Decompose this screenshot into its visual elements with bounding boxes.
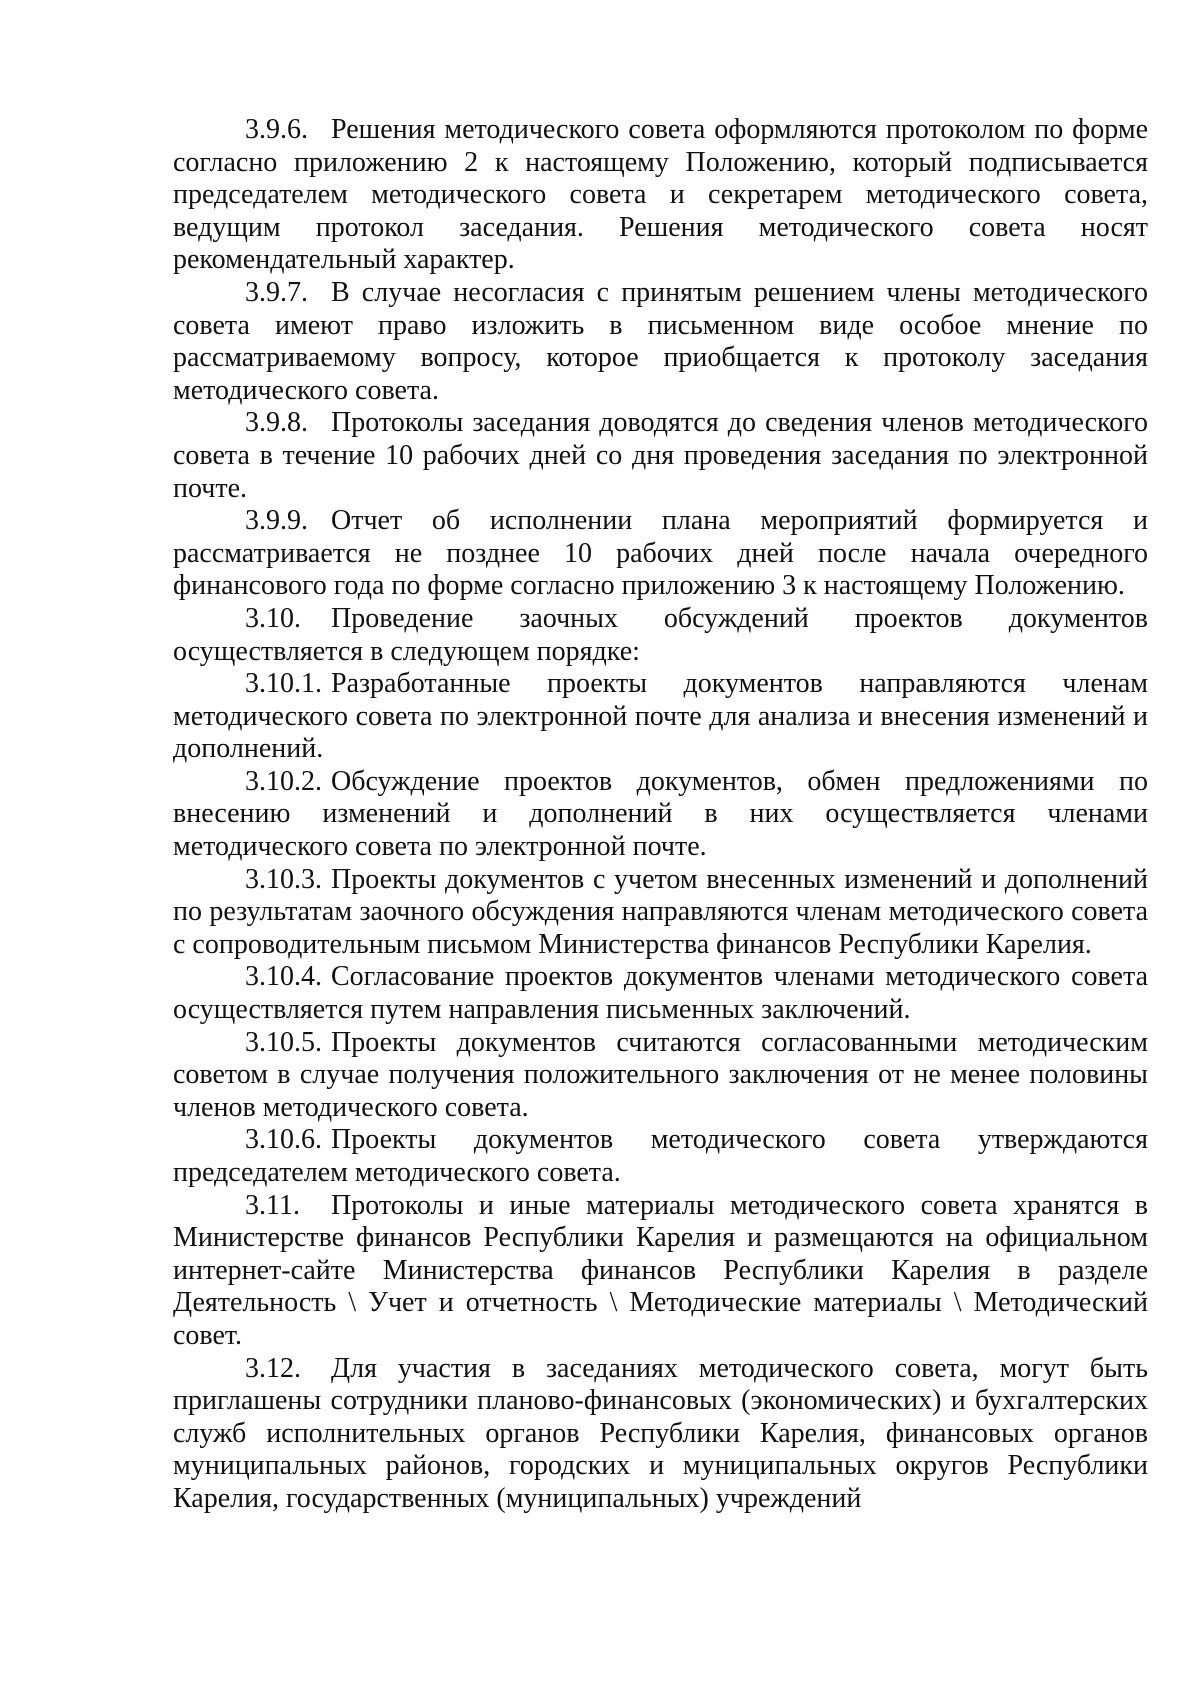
- paragraph-text: Проекты документов с учетом внесенных изменений и дополнений по результатам заочного обсуждения направляются членам методического совета с сопроводительным письмом Министерства финансов Республики Карелия.: [173, 863, 1148, 960]
- paragraph-3-9-6: [173, 114, 1148, 277]
- paragraph-3-10: [173, 603, 1148, 668]
- paragraph-text: Отчет об исполнении плана мероприятий формируется и рассматривается не позднее 10 рабочих дней после начала очередного финансового года по форме согласно приложению 3 к настоящему Положению.: [173, 505, 1148, 602]
- paragraph-number: 3.9.7.: [245, 276, 308, 308]
- paragraph-text: Разработанные проекты документов направляются членам методического совета по электронной почте для анализа и внесения изменений и дополнений.: [173, 668, 1148, 765]
- paragraph-number: 3.10.3.: [245, 863, 322, 895]
- paragraph-number: 3.11.: [245, 1189, 300, 1221]
- paragraph-3-10-5: [173, 1027, 1148, 1125]
- paragraph-number: 3.9.8.: [245, 407, 308, 439]
- paragraph-text: Протоколы и иные материалы методического совета хранятся в Министерстве финансов Республики Карелия и размещаются на официальном интернет-сайте Министерства финансов Республики Карелия в разделе Деятельность \ Учет и отчетность \ Методические материалы \ Методический совет.: [173, 1189, 1148, 1351]
- paragraph-text: Для участия в заседаниях методического совета, могут быть приглашены сотрудники планово-финансовых (экономических) и бухгалтерских служб исполнительных органов Республики Карелия, финансовых органов муниципальных районов, городских и муниципальных округов Республики Карелия, государственных (муниципальных) учреждений: [173, 1352, 1148, 1514]
- paragraph-number: 3.10.: [245, 602, 301, 634]
- paragraph-text: Проекты документов методического совета утверждаются председателем методического совета.: [173, 1124, 1148, 1188]
- paragraph-text: Обсуждение проектов документов, обмен предложениями по внесению изменений и дополнений в них осуществляется членами методического совета по электронной почте.: [173, 765, 1148, 863]
- paragraph-text: Согласование проектов документов членами методического совета осуществляется путем направления письменных заключений.: [173, 961, 1148, 1026]
- paragraph-3-10-3: [173, 864, 1148, 962]
- paragraph-3-11: [173, 1190, 1148, 1353]
- paragraph-text: Решения методического совета оформляются протоколом по форме согласно приложению 2 к настоящему Положению, который подписывается председателем методического совета и секретарем методического совета, ведущим протокол заседания. Решения методического совета носят рекомендательный характер.: [173, 114, 1148, 276]
- paragraph-3-9-8: [173, 407, 1148, 505]
- paragraph-number: 3.10.4.: [245, 961, 322, 993]
- paragraph-3-10-1: [173, 668, 1148, 766]
- paragraph-text: Проекты документов считаются согласованными методическим советом в случае получения положительного заключения от не менее половины членов методического совета.: [173, 1026, 1148, 1123]
- paragraph-3-9-7: [173, 277, 1148, 407]
- paragraph-number: 3.9.6.: [245, 114, 308, 145]
- paragraph-number: 3.12.: [245, 1352, 301, 1384]
- paragraph-number: 3.10.2.: [245, 765, 322, 797]
- paragraph-number: 3.10.1.: [245, 668, 322, 700]
- paragraph-text: В случае несогласия с принятым решением члены методического совета имеют право изложить в письменном виде особое мнение по рассматриваемому вопросу, которое приобщается к протоколу заседания методического совета.: [173, 276, 1148, 406]
- document-page: [173, 114, 1148, 1516]
- paragraph-3-10-6: [173, 1124, 1148, 1189]
- paragraph-text: Протоколы заседания доводятся до сведения членов методического совета в течение 10 рабочих дней со дня проведения заседания по электронной почте.: [173, 407, 1148, 504]
- paragraph-3-10-4: [173, 961, 1148, 1026]
- paragraph-3-9-9: [173, 505, 1148, 603]
- paragraph-number: 3.10.5.: [245, 1026, 322, 1058]
- paragraph-3-12: [173, 1353, 1148, 1516]
- paragraph-number: 3.10.6.: [245, 1124, 322, 1156]
- paragraph-3-10-2: [173, 766, 1148, 864]
- paragraph-number: 3.9.9.: [245, 505, 308, 537]
- paragraph-text: Проведение заочных обсуждений проектов документов осуществляется в следующем порядке:: [173, 602, 1148, 667]
